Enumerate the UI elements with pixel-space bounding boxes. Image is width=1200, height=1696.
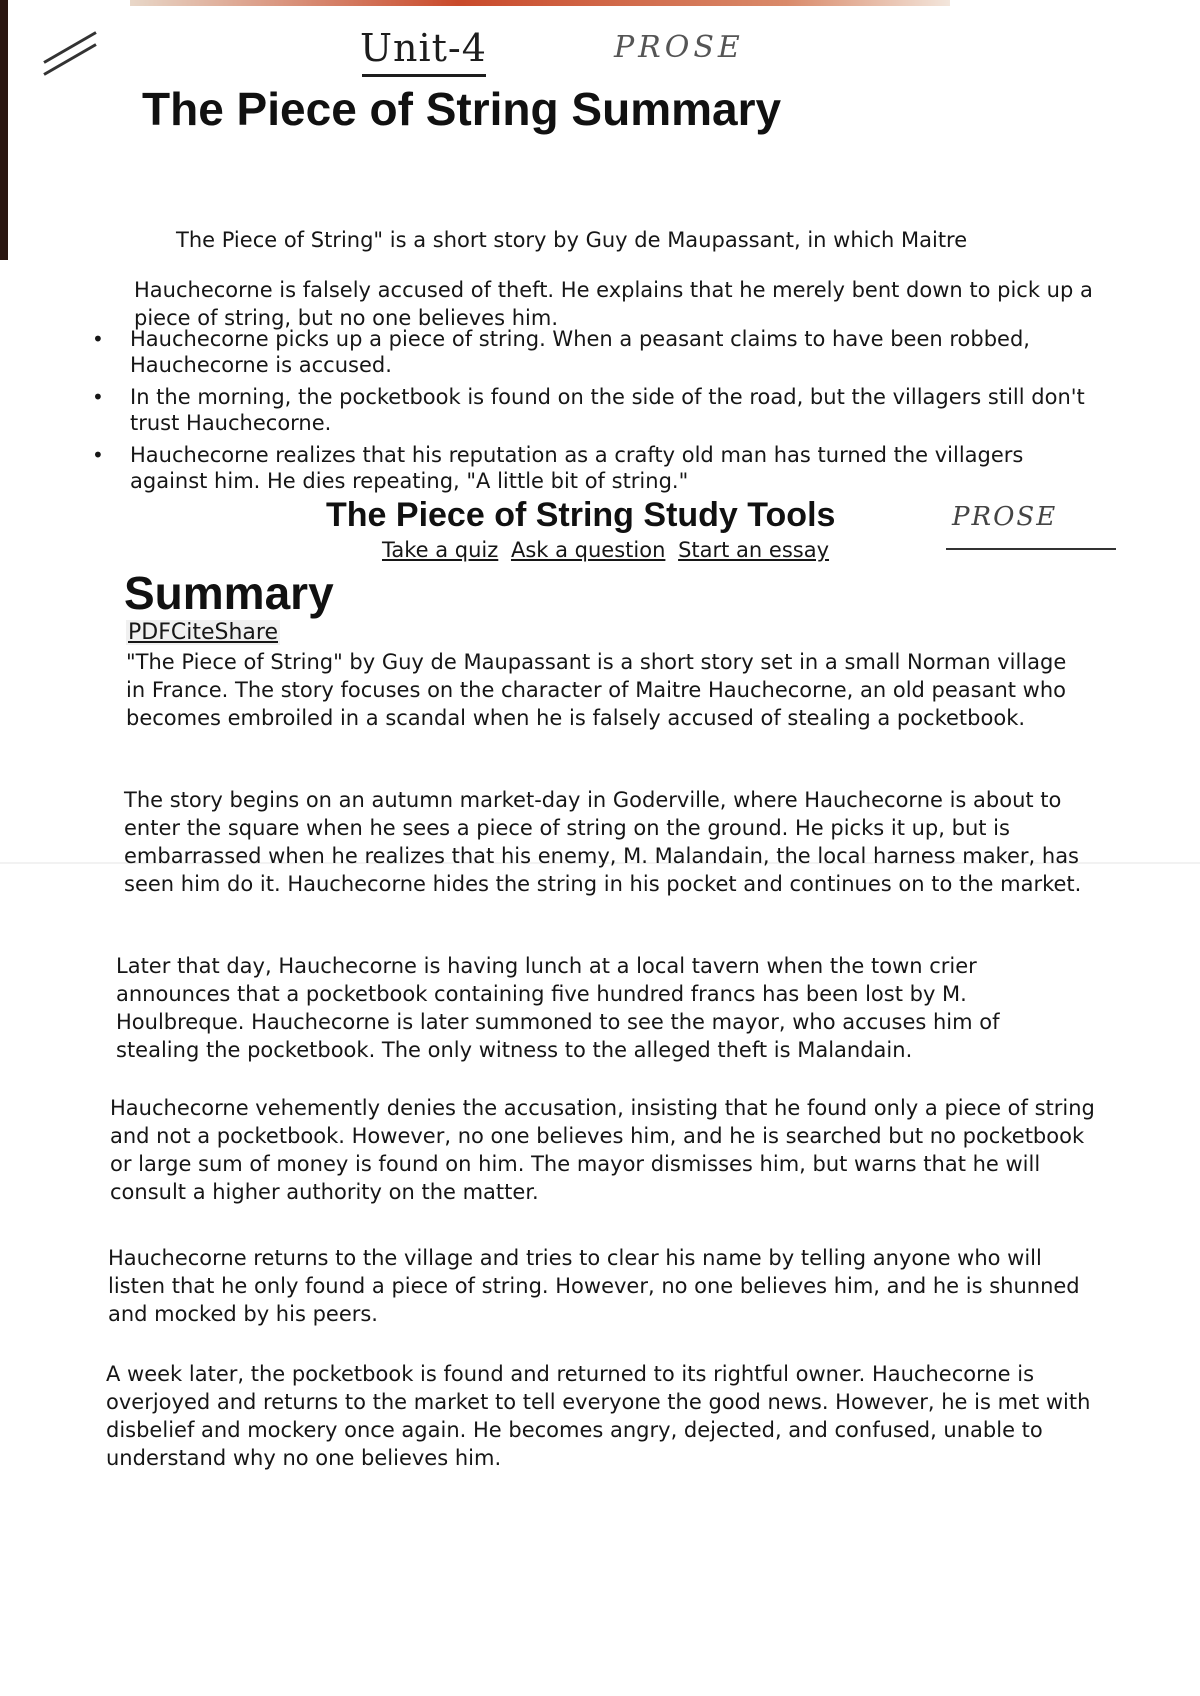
paper-left-shadow	[0, 0, 8, 260]
study-tools-links	[382, 538, 835, 562]
summary-paragraph: Later that day, Hauchecorne is having lunch at a local tavern when the town crier announces that a pocketbook containing five hundred francs has been lost by M. Houlbreque. Hauchecorne is later summoned to see the mayor, who accuses him of stealing the pocketbook. The only witness to the alleged theft is Malandain.	[116, 954, 1000, 1062]
summary-paragraph: A week later, the pocketbook is found and returned to its rightful owner. Hauchecorne is overjoyed and returns to the market to tell everyone the good news. However, he is met with disbelief and mockery once again. He becomes angry, dejected, and confused, unable to understand why no one believes him.	[106, 1362, 1091, 1470]
list-item: • In the morning, the pocketbook is found on the side of the road, but the villagers still don't trust Hauchecorne.	[90, 384, 1100, 436]
study-tools-title: The Piece of String Study Tools	[326, 496, 836, 534]
summary-paragraph: "The Piece of String" by Guy de Maupassant is a short story set in a small Norman village in France. The story focuses on the character of Maitre Hauchecorne, an old peasant who becomes embroiled in a scandal when he is falsely accused of stealing a pocketbook.	[126, 650, 1067, 730]
intro-continuation: Hauchecorne is falsely accused of theft. He explains that he merely bent down to pick up a piece of string, but no one believes him.	[134, 278, 1093, 330]
handwritten-prose-label: PROSE	[952, 502, 1058, 532]
list-item: • Hauchecorne picks up a piece of string. When a peasant claims to have been robbed, Hauchecorne is accused.	[90, 326, 1100, 378]
list-item: • Hauchecorne realizes that his reputation as a crafty old man has turned the villagers against him. He dies repeating, "A little bit of string."	[90, 442, 1100, 494]
handwritten-prose-label: PROSE	[614, 30, 744, 65]
intro-line: The Piece of String" is a short story by Guy de Maupassant, in which Maitre	[176, 228, 968, 252]
summary-paragraph: The story begins on an autumn market-day in Goderville, where Hauchecorne is about to enter the square when he sees a piece of string on the ground. He picks it up, but is embarrassed when he realizes that his enemy, M. Malandain, the local harness maker, has seen him do it. Hauchecorne hides the string in his pocket and continues on to the market.	[124, 788, 1082, 896]
summary-paragraph: Hauchecorne returns to the village and tries to clear his name by telling anyone who will listen that he only found a piece of string. However, no one believes him, and he is shunned and mocked by his peers.	[108, 1246, 1080, 1326]
paper-top-edge	[130, 0, 950, 6]
ask-question-link[interactable]: Ask a question	[510, 538, 666, 562]
handwritten-unit-label: Unit-4	[360, 26, 487, 70]
take-quiz-link[interactable]: Take a quiz	[382, 538, 499, 562]
summary-heading: Summary	[124, 567, 334, 619]
pdf-cite-share-link[interactable]: PDFCiteShare	[128, 620, 278, 645]
handwritten-underline	[946, 548, 1116, 550]
key-points-list	[90, 326, 1100, 500]
page-title: The Piece of String Summary	[142, 83, 782, 135]
summary-paragraph: Hauchecorne vehemently denies the accusation, insisting that he found only a piece of string and not a pocketbook. However, no one believes him, and he is searched but no pocketbook or large sum of money is found on him. The mayor dismisses him, but warns that he will consult a higher authority on the matter.	[110, 1096, 1095, 1204]
start-essay-link[interactable]: Start an essay	[678, 538, 830, 562]
handwritten-underline	[362, 74, 486, 77]
